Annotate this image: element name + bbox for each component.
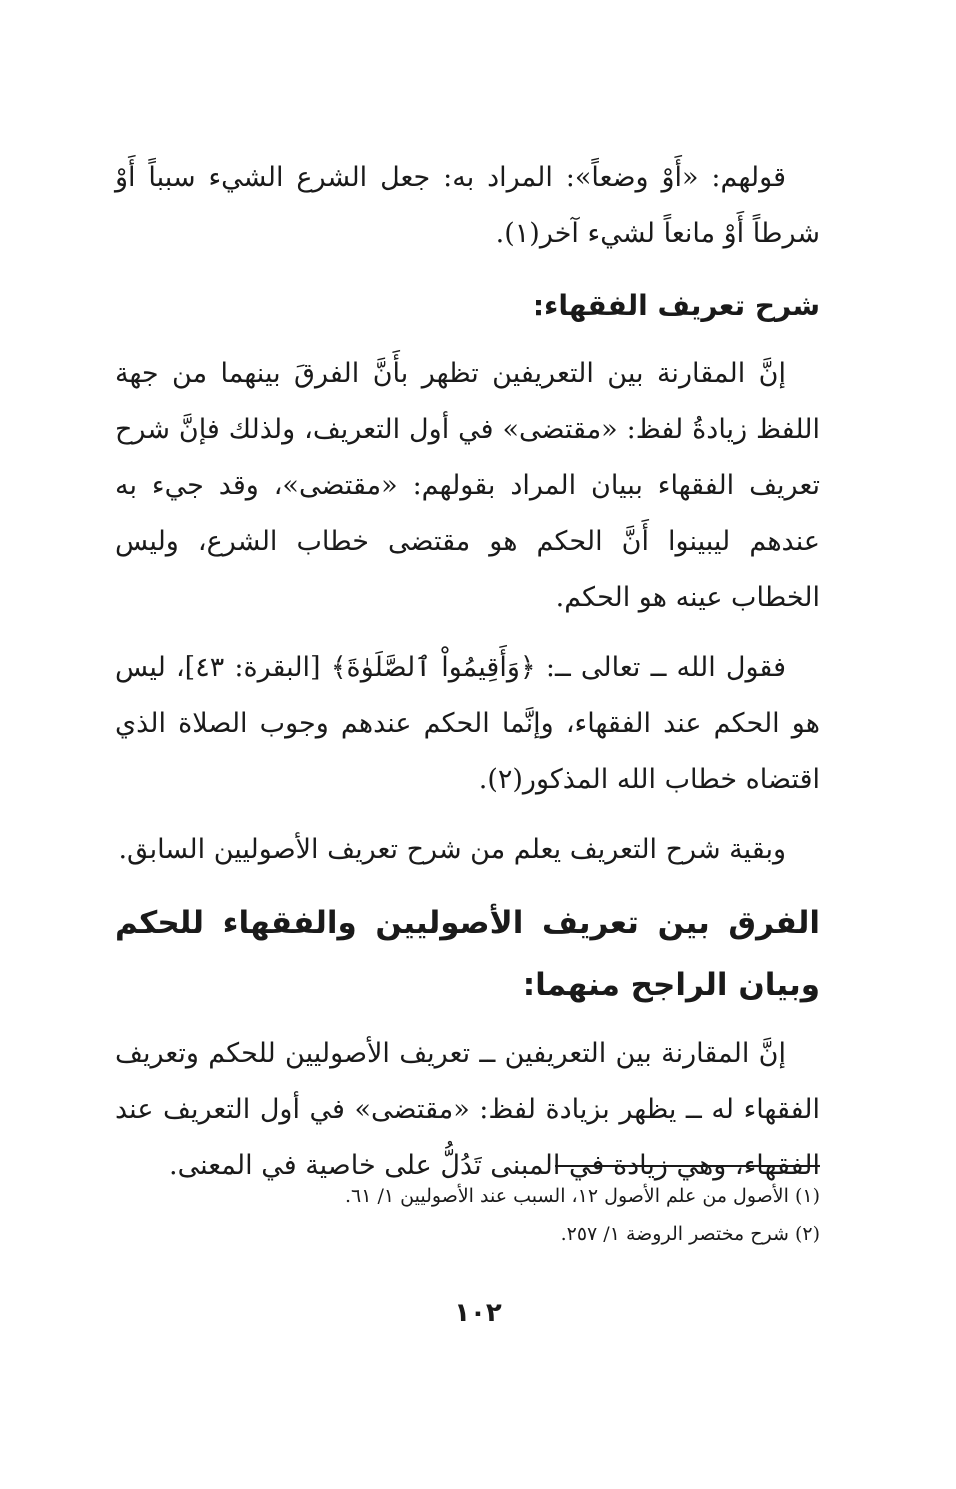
paragraph-remainder: وبقية شرح التعريف يعلم من شرح تعريف الأصوليين السابق. (118, 834, 786, 865)
heading-difference: الفرق بين تعريف الأصوليين والفقهاء للحكم وبيان الراجح منهما: (115, 905, 820, 1003)
footnote-1: (١) الأصول من علم الأصول ١٢، السبب عند الأصوليين ١/ ٦١. (345, 1185, 820, 1207)
paragraph-quran-example: فقول الله ــ تعالى ــ: ﴿وَأَقِيمُواْ ٱلصَّلَوٰةَ﴾ [البقرة: ٤٣]، ليس هو الحكم عند الفقهاء، وإنَّما الحكم عندهم وجوب الصلاة الذي اقتضاه خطاب الله المذكور(٢). (115, 652, 820, 795)
paragraph-comparison: إنَّ المقارنة بين التعريفين تظهر بأَنَّ الفرقَ بينهما من جهة اللفظ زيادةُ لفظ: «مقتضى» في أول التعريف، ولذلك فإنَّ شرح تعريف الفقهاء ببيان المراد بقولهم: «مقتضى»، وقد جيء به عندهم ليبينوا أَنَّ الحكم هو مقتضى خطاب الشرع، وليس الخطاب عينه هو الحكم. (115, 358, 820, 613)
footnote-divider (555, 1165, 820, 1167)
footnotes (140, 1165, 820, 1253)
heading-fuqaha-definition: شرح تعريف الفقهاء: (532, 289, 820, 322)
paragraph-difference: إنَّ المقارنة بين التعريفين ــ تعريف الأصوليين للحكم وتعريف الفقهاء له ــ يظهر بزيادة لفظ: «مقتضى» في أول التعريف عند الفقهاء، وهي زيادة في المبنى تَدُلُّ على خاصية في المعنى. (115, 1038, 820, 1181)
page-body (115, 150, 820, 1208)
page-number: ١٠٢ (454, 1298, 502, 1328)
footnote-2: (٢) شرح مختصر الروضة ١/ ٢٥٧. (560, 1223, 820, 1245)
paragraph-definition-wad: قولهم: «أَوْ وضعاً»: المراد به: جعل الشرع الشيء سبباً أَوْ شرطاً أَوْ مانعاً لشيء آخر(١). (115, 162, 820, 249)
